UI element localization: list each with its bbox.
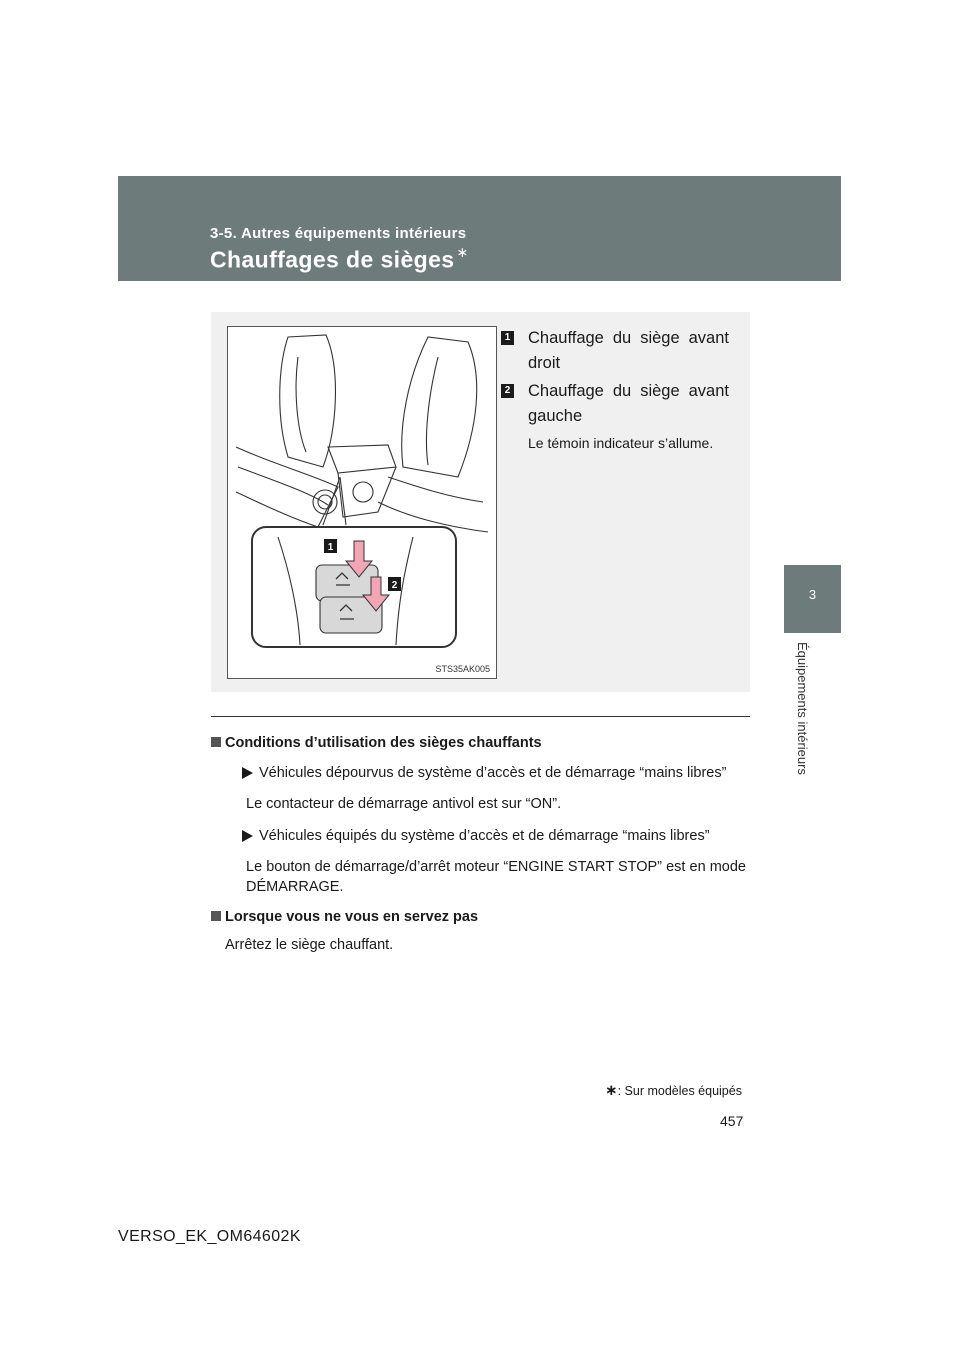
chapter-title: Équipements intérieurs: [795, 642, 810, 775]
square-bullet-icon: [211, 911, 221, 921]
legend-item: [501, 379, 729, 429]
legend-number-1: 1: [501, 331, 514, 345]
asterisk-icon: ∗: [605, 1082, 618, 1099]
page-number: 457: [720, 1113, 744, 1129]
sub-heading: [211, 763, 746, 783]
section-divider: [211, 716, 750, 717]
legend-label: Chauffage du siège avant droit: [528, 329, 729, 372]
section-heading: [211, 909, 746, 925]
equipped-mark: ∗: [456, 244, 469, 260]
sub-heading: [211, 826, 746, 846]
sub-heading-text: Véhicules équipés du système d’accès et de démarrage “mains libres”: [259, 828, 710, 844]
triangle-arrow-icon: [242, 767, 253, 779]
chapter-tab[interactable]: [784, 565, 841, 633]
callout-label-2: 2: [391, 580, 398, 591]
paragraph: Le contacteur de démarrage antivol est sur “ON”.: [246, 796, 562, 812]
document-code: VERSO_EK_OM64602K: [118, 1228, 301, 1245]
legend-label: Chauffage du siège avant gauche: [528, 382, 729, 425]
paragraph: Le bouton de démarrage/d’arrêt moteur “ENGINE START STOP” est en mode DÉMARRAGE.: [246, 859, 746, 895]
figure-illustration: [227, 326, 497, 679]
legend-number-2: 2: [501, 384, 514, 398]
legend-note: Le témoin indicateur s’allume.: [528, 435, 714, 451]
header-band: [118, 176, 841, 281]
paragraph: Arrêtez le siège chauffant.: [225, 937, 394, 953]
figure-panel: [211, 312, 750, 692]
square-bullet-icon: [211, 737, 221, 747]
main-content: [211, 735, 746, 965]
section-heading-text: Conditions d’utilisation des sièges chauffants: [225, 735, 542, 751]
callout-label-1: 1: [327, 542, 334, 553]
triangle-arrow-icon: [242, 830, 253, 842]
figure-legend: [501, 326, 729, 451]
section-label: 3-5. Autres équipements intérieurs: [210, 225, 467, 242]
footnote-text: : Sur modèles équipés: [617, 1084, 742, 1098]
footnote: [605, 1081, 742, 1099]
sub-heading-text: Véhicules dépourvus de système d’accès et de démarrage “mains libres”: [259, 765, 727, 781]
page-title: [210, 246, 469, 274]
page-title-text: Chauffages de sièges: [210, 246, 455, 273]
section-heading-text: Lorsque vous ne vous en servez pas: [225, 909, 479, 925]
seat-heater-illustration: [228, 327, 496, 678]
figure-code: STS35AK005: [435, 664, 490, 674]
section-heading: [211, 735, 746, 751]
legend-item: [501, 326, 729, 376]
chapter-number: 3: [808, 587, 817, 602]
